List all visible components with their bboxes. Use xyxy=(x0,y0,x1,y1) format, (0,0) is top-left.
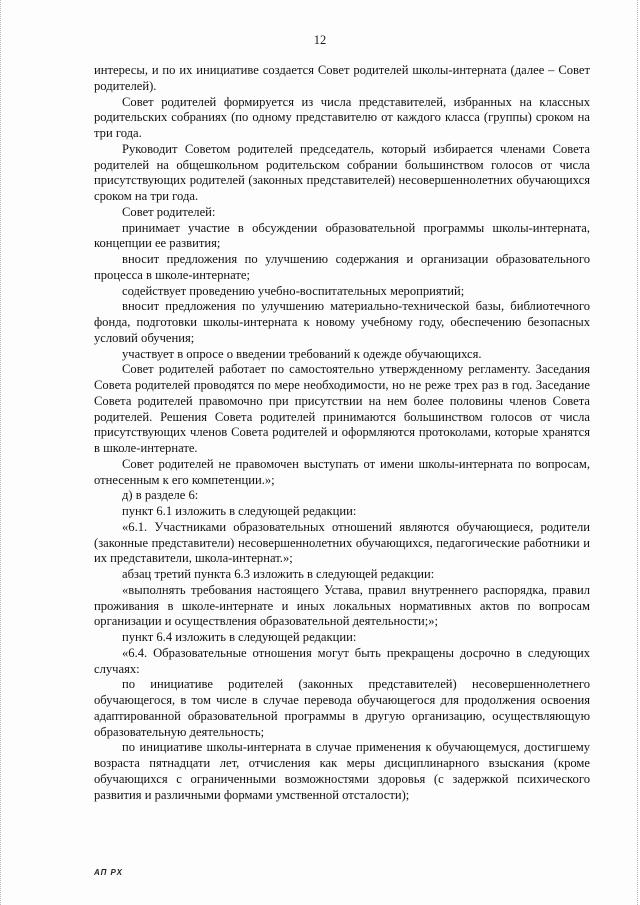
paragraph: вносит предложения по улучшению содержания и организации образовательного процесса в школе-интернате; xyxy=(94,252,590,282)
paragraph: участвует в опросе о введении требований к одежде обучающихся. xyxy=(122,346,482,361)
paragraph: «6.4. Образовательные отношения могут быть прекращены досрочно в следующих случаях: xyxy=(94,645,590,676)
paragraph: «6.1. Участниками образовательных отношений являются обучающиеся, родители (законные представители) несовершеннолетних обучающихся, педагогические работники и их представители, школа-интернат.»; xyxy=(94,519,590,566)
paragraph: д) в разделе 6: xyxy=(122,488,199,503)
scan-edge-right xyxy=(635,0,638,905)
footer-mark: АП РХ xyxy=(94,868,123,877)
document-body xyxy=(94,63,590,803)
scan-edge-left xyxy=(0,0,3,905)
paragraph: «выполнять требования настоящего Устава, правил внутреннего распорядка, правил проживания в школе-интернате и иных локальных нормативных актов по вопросам организации и осуществления образовательной деятельности;»; xyxy=(94,582,590,629)
paragraph: Совет родителей работает по самостоятельно утвержденному регламенту. Заседания Совета родителей проводятся по мере необходимости, но не реже трех раз в год. Заседание Совета родителей правомочно при присутствии на нем более половины членов Совета родителей. Решения Совета родителей принимаются большинством голосов от числа присутствующих членов Совета родителей и оформляются протоколами, которые хранятся в школе-интернате. xyxy=(94,362,590,455)
paragraph: по инициативе школы-интерната в случае применения к обучающемуся, достигшему возраста пятнадцати лет, отчисления как меры дисциплинарного взыскания (кроме обучающихся с ограниченными возможностями здоровья (с задержкой психического развития и различными формами умственной отсталости); xyxy=(94,740,590,802)
paragraph: пункт 6.4 изложить в следующей редакции: xyxy=(122,630,357,644)
paragraph: принимает участие в обсуждении образовательной программы школы-интерната, концепции ее развития; xyxy=(94,220,590,251)
paragraph: Совет родителей не правомочен выступать от имени школы-интерната по вопросам, отнесенным к его компетенции.»; xyxy=(94,456,590,487)
paragraph: содействует проведению учебно-воспитательных мероприятий; xyxy=(122,283,465,298)
paragraph: абзац третий пункта 6.3 изложить в следующей редакции: xyxy=(122,567,435,581)
paragraph: интересы, и по их инициативе создается Совет родителей школы-интерната (далее – Совет родителей). xyxy=(94,63,590,93)
paragraph: Руководит Советом родителей председатель, который избирается членами Совета родителей на общешкольном родительском собрании большинством голосов от числа присутствующих родителей (законных представителей) несовершеннолетних обучающихся сроком на три года. xyxy=(94,141,590,203)
paragraph: Совет родителей: xyxy=(122,204,216,219)
paragraph: Совет родителей формируется из числа представителей, избранных на классных родительских собраниях (по одному представителю от каждого класса (группы) сроком на три года. xyxy=(94,94,590,140)
paragraph: вносит предложения по улучшению материально-технической базы, библиотечного фонда, подготовки школы-интерната к новому учебному году, обеспечению безопасных условий обучения; xyxy=(94,299,590,345)
page-number: 12 xyxy=(313,33,327,47)
paragraph: по инициативе родителей (законных представителей) несовершеннолетнего обучающегося, в том числе в случае перевода обучающегося для продолжения освоения адаптированной образовательной программы в другую организацию, осуществляющую образовательную деятельность; xyxy=(94,677,590,739)
paragraph: пункт 6.1 изложить в следующей редакции: xyxy=(122,504,357,518)
